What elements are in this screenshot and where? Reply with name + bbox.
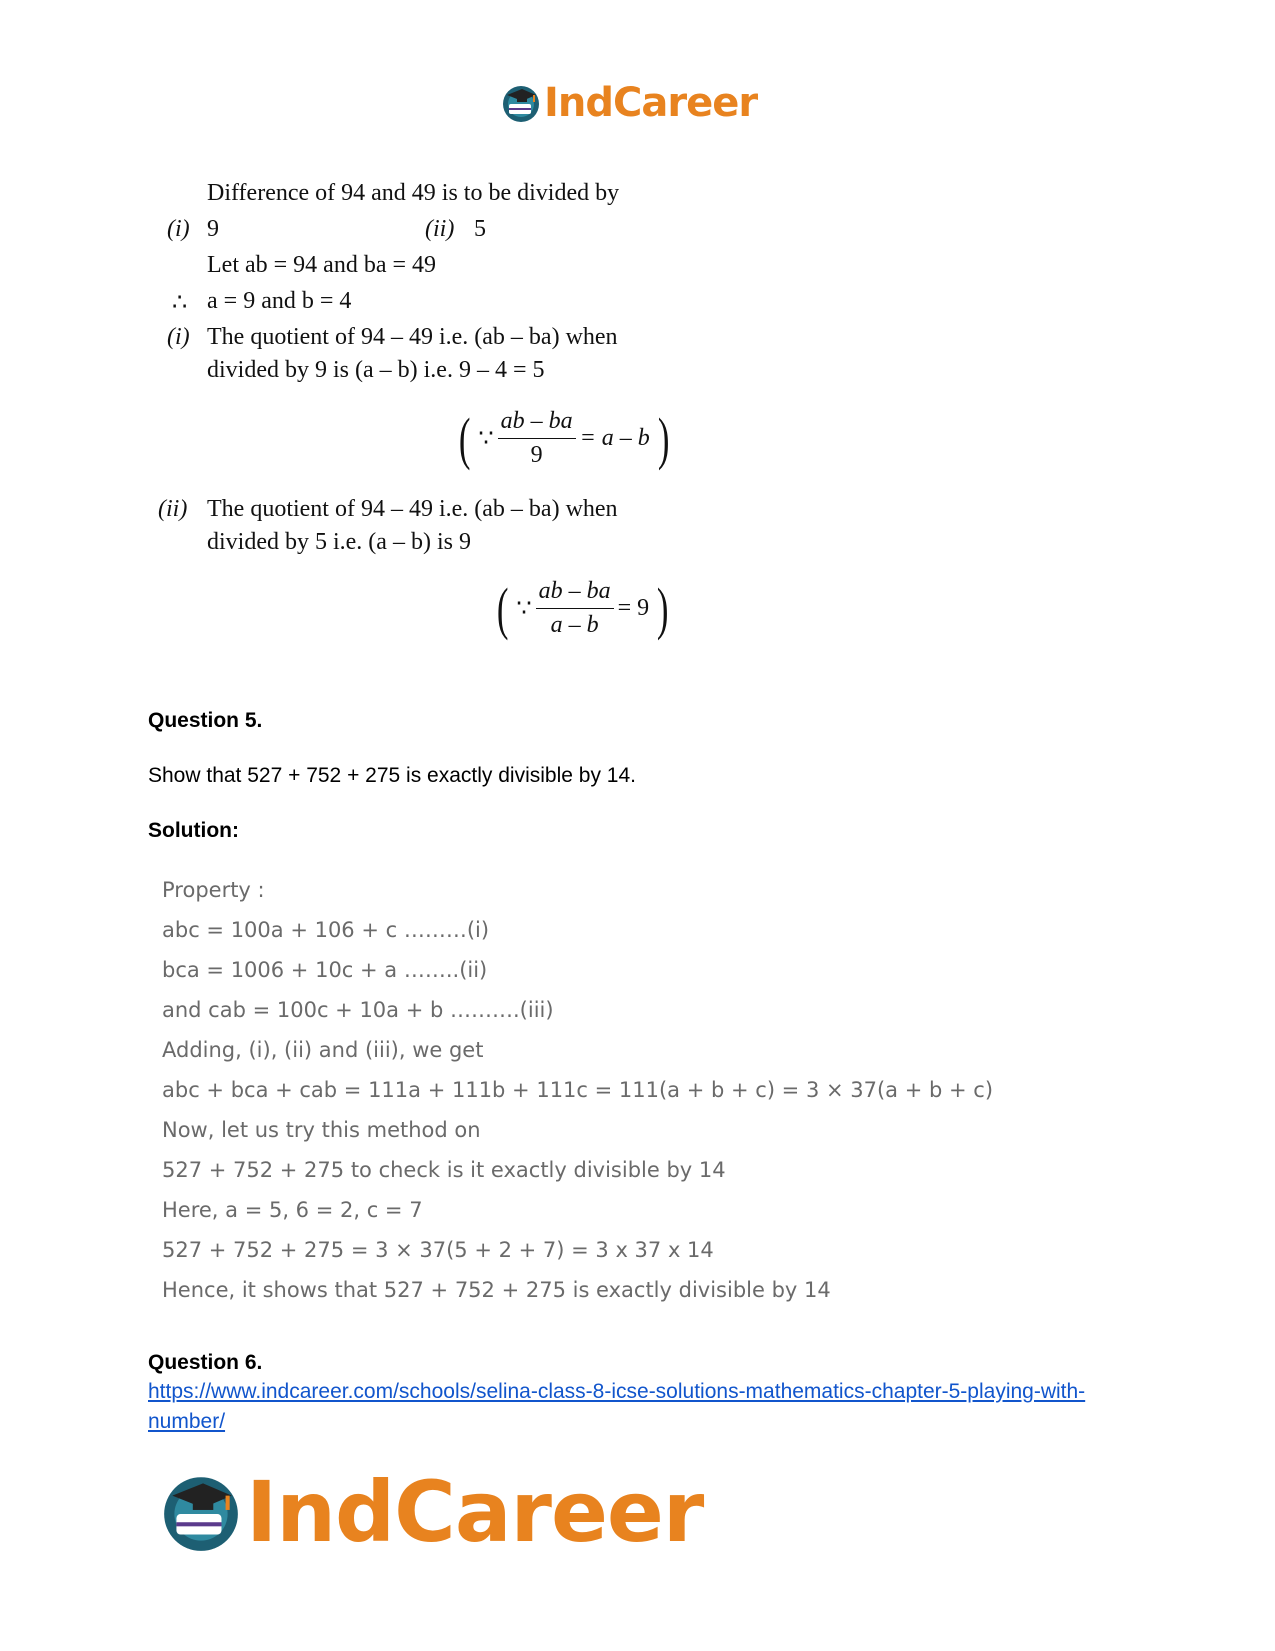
solution-line: abc + bca + cab = 111a + 111b + 111c = 111(a + b + c) = 3 × 37(a + b + c) <box>162 1078 994 1102</box>
part-ii-line-2: divided by 5 i.e. (a – b) is 9 <box>207 529 471 555</box>
formula-rhs: = 9 <box>617 595 650 621</box>
because-symbol: ∵ <box>478 426 494 452</box>
option-ii-value: 5 <box>474 216 486 242</box>
solution-line: Property : <box>162 878 265 902</box>
scan-intro: Difference of 94 and 49 is to be divided by <box>207 180 620 206</box>
solution-line: and cab = 100c + 10a + b ……….(iii) <box>162 998 554 1022</box>
question-5-text: Show that 527 + 752 + 275 is exactly divisible by 14. <box>148 764 636 787</box>
solution-line: Adding, (i), (ii) and (iii), we get <box>162 1038 484 1062</box>
solution-line: Here, a = 5, 6 = 2, c = 7 <box>162 1198 423 1222</box>
left-paren: ( <box>458 405 471 471</box>
part-i-line-2: divided by 9 is (a – b) i.e. 9 – 4 = 5 <box>207 357 545 383</box>
left-paren: ( <box>496 575 509 641</box>
fraction-numerator: ab – ba <box>498 408 576 439</box>
part-ii-line-1: The quotient of 94 – 49 i.e. (ab – ba) when <box>207 496 618 522</box>
let-statement: Let ab = 94 and ba = 49 <box>207 252 437 278</box>
logo-text: IndCareer <box>246 1463 704 1561</box>
solution-line: 527 + 752 + 275 to check is it exactly divisible by 14 <box>162 1158 726 1182</box>
fraction-denominator: 9 <box>530 442 543 468</box>
formula-2 <box>493 575 672 641</box>
right-paren: ) <box>657 575 669 641</box>
option-i-label: (i) <box>167 216 190 242</box>
option-ii-label: (ii) <box>425 216 455 242</box>
question-6-heading: Question 6. <box>148 1351 263 1374</box>
therefore-symbol: ∴ <box>172 290 188 316</box>
solution-line: bca = 1006 + 10c + a ……..(ii) <box>162 958 488 982</box>
formula-rhs: = a – b <box>579 425 650 451</box>
solution-line: Now, let us try this method on <box>162 1118 481 1142</box>
solution-line: Hence, it shows that 527 + 752 + 275 is exactly divisible by 14 <box>162 1278 831 1302</box>
solution-line: abc = 100a + 106 + c ………(i) <box>162 918 490 942</box>
indcareer-logo-top <box>500 78 757 128</box>
option-i-value: 9 <box>207 216 219 242</box>
question-5-heading: Question 5. <box>148 709 263 732</box>
indcareer-logo-bottom <box>158 1463 704 1561</box>
because-symbol: ∵ <box>516 596 532 622</box>
logo-text: IndCareer <box>544 80 758 126</box>
fraction-denominator: a – b <box>550 612 599 638</box>
solution-line: 527 + 752 + 275 = 3 × 37(5 + 2 + 7) = 3 x 37 x 14 <box>162 1238 714 1262</box>
part-ii-label: (ii) <box>158 496 188 522</box>
solution-heading: Solution: <box>148 819 239 842</box>
fraction-numerator: ab – ba <box>536 578 614 609</box>
graduation-book-icon <box>158 1469 244 1555</box>
right-paren: ) <box>657 405 670 471</box>
fraction <box>536 578 614 639</box>
fraction <box>498 408 576 469</box>
part-i-label: (i) <box>167 324 190 350</box>
part-i-line-1: The quotient of 94 – 49 i.e. (ab – ba) when <box>207 324 618 350</box>
graduation-book-icon <box>500 82 542 124</box>
therefore-statement: a = 9 and b = 4 <box>207 288 352 314</box>
formula-1 <box>455 405 673 471</box>
footer-source-link[interactable]: https://www.indcareer.com/schools/selina-class-8-icse-solutions-mathematics-chapter-5-playing-with-number/ <box>148 1380 1086 1433</box>
